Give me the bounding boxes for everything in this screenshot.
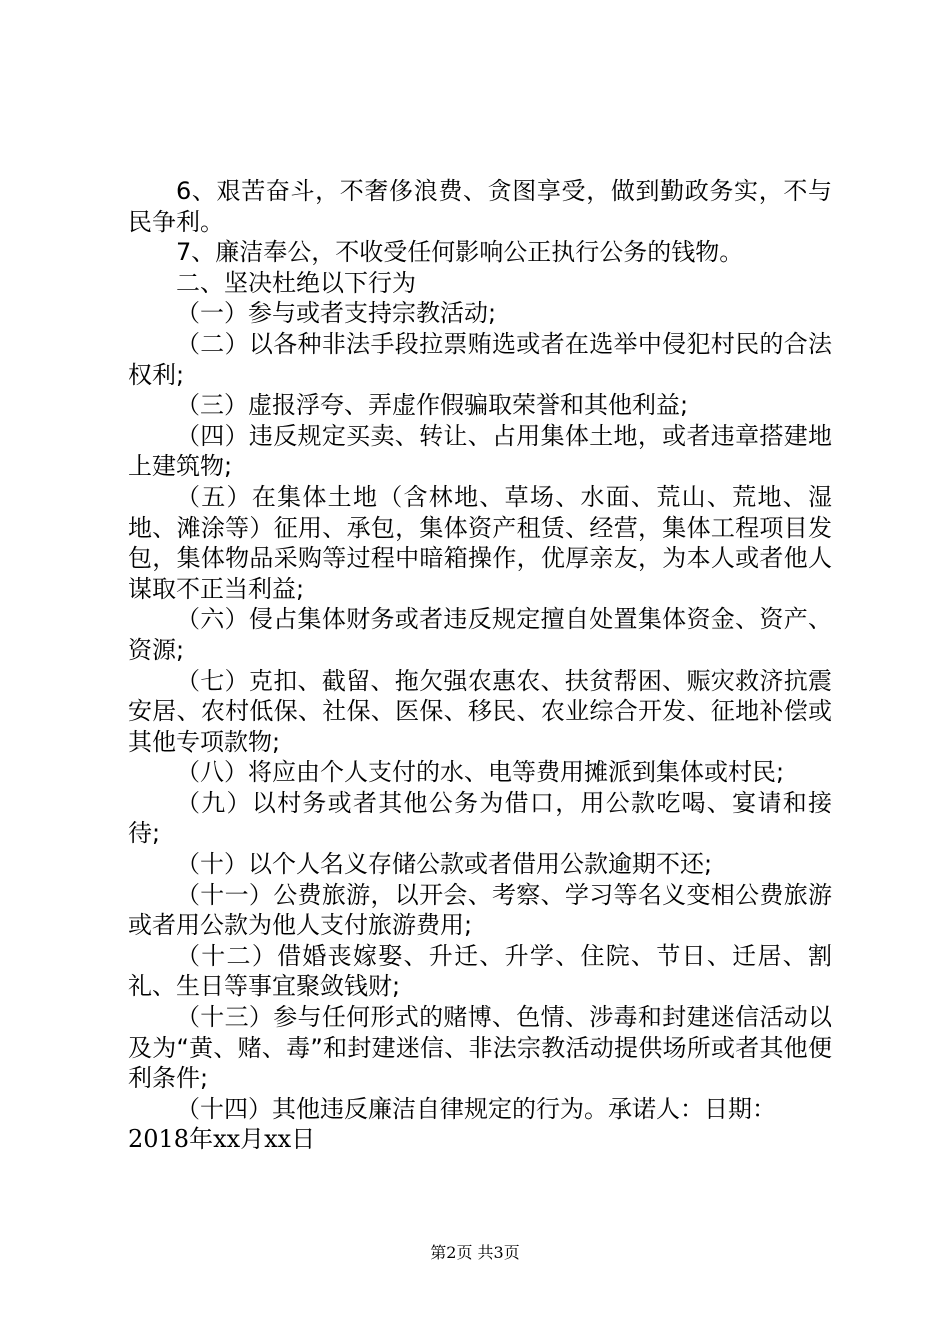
- prohibited-item-14: [128, 1094, 832, 1125]
- page-footer: 第2页 共3页: [430, 1243, 520, 1262]
- paragraph-item-7: 7、廉洁奉公，不收受任何影响公正执行公务的钱物。: [176, 238, 744, 267]
- prohibited-item-3: （三）虚报浮夸、弄虚作假骗取荣誉和其他利益;: [176, 391, 689, 420]
- paragraph-item-6: 6、艰苦奋斗，不奢侈浪费、贪图享受，做到勤政务实，不与民争利。: [128, 177, 832, 236]
- prohibited-item-10: （十）以个人名义存储公款或者借用公款逾期不还;: [176, 850, 713, 879]
- prohibited-item-8: （八）将应由个人支付的水、电等费用摊派到集体或村民;: [176, 758, 785, 787]
- prohibited-item-2: （二）以各种非法手段拉票贿选或者在选举中侵犯村民的合法权利;: [128, 329, 832, 389]
- prohibited-item-12: （十二）借婚丧嫁娶、升迁、升学、住院、节日、迁居、割礼、生日等事宜聚敛钱财;: [128, 941, 832, 1001]
- prohibited-item-1: （一）参与或者支持宗教活动;: [176, 299, 497, 328]
- prohibited-item-14-text: （十四）其他违反廉洁自律规定的行为。: [176, 1094, 608, 1123]
- signature-date: 2018年xx月xx日: [128, 1125, 316, 1154]
- prohibited-item-7: （七）克扣、截留、拖欠强农惠农、扶贫帮困、赈灾救济抗震安居、农村低保、社保、医保、移民、农业综合开发、征地补偿或其他专项款物;: [128, 666, 832, 756]
- prohibited-item-11: （十一）公费旅游，以开会、考察、学习等名义变相公费旅游或者用公款为他人支付旅游费用;: [128, 880, 832, 940]
- document-body: [128, 176, 832, 1155]
- signature-label: 承诺人：日期：: [608, 1094, 776, 1123]
- prohibited-item-4: （四）违反规定买卖、转让、占用集体土地，或者违章搭建地上建筑物;: [128, 421, 832, 481]
- section-heading-2: 二、坚决杜绝以下行为: [176, 268, 416, 297]
- prohibited-item-5: （五）在集体土地（含林地、草场、水面、荒山、荒地、湿地、滩涂等）征用、承包，集体资产租赁、经营，集体工程项目发包，集体物品采购等过程中暗箱操作，优厚亲友，为本人或者他人谋取不正当利益;: [128, 482, 832, 603]
- prohibited-item-6: （六）侵占集体财务或者违反规定擅自处置集体资金、资产、资源;: [128, 605, 832, 664]
- prohibited-item-13: （十三）参与任何形式的赌博、色情、涉毒和封建迷信活动以及为“黄、赌、毒”和封建迷信、非法宗教活动提供场所或者其他便利条件;: [128, 1003, 832, 1093]
- prohibited-item-9: （九）以村务或者其他公务为借口，用公款吃喝、宴请和接待;: [128, 788, 832, 848]
